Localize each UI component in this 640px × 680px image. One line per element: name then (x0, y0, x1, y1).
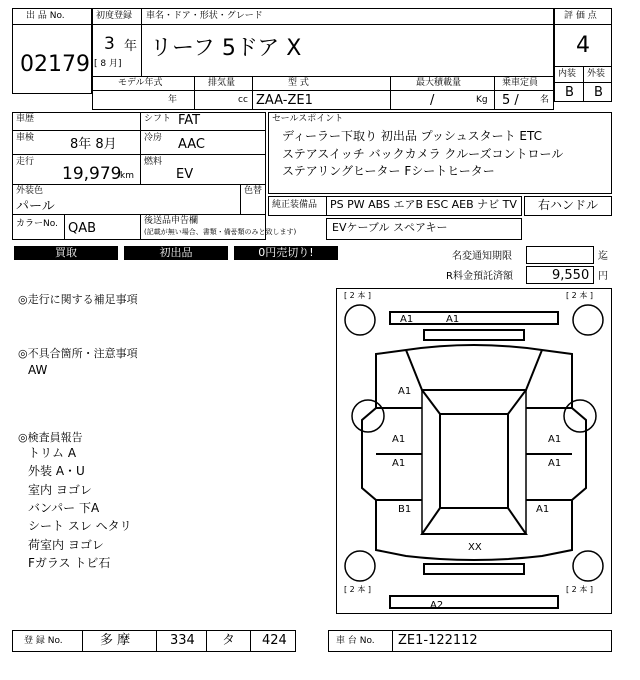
zero-yen-tag: 0円売切り! (234, 246, 338, 260)
tire-label-front-right: [ 2 本 ] (566, 291, 593, 300)
name-change-label: 名変通知期限 (452, 251, 512, 262)
driving-notes-label: ◎走行に関する補足事項 (18, 293, 138, 306)
shift-label: シフト (144, 114, 172, 124)
model-code: ZAA-ZE1 (256, 93, 313, 108)
model-year-unit: 年 (168, 95, 178, 105)
tire-label-front-left: [ 2 本 ] (344, 291, 371, 300)
lot-label: 出 品 No. (26, 11, 65, 21)
tire-label-rear-left: [ 2 本 ] (344, 585, 371, 594)
first-reg-month: [ 8 月] (94, 59, 122, 69)
ac-label: 冷房 (144, 133, 163, 143)
mark-rear-glass: XX (468, 542, 482, 553)
displacement-label: 排気量 (208, 78, 236, 88)
tire-rear-left-icon (345, 551, 375, 581)
recycle-label: R料金預託済額 (446, 271, 513, 282)
ac-value: AAC (178, 137, 205, 152)
aftermarket-note: (記載が無い場合、書類・備품類のみと致します) (144, 228, 297, 236)
color-no: QAB (68, 221, 97, 236)
displacement-unit: cc (238, 95, 248, 105)
windshield (422, 390, 526, 414)
car-damage-diagram (336, 288, 612, 614)
steering-value: 右ハンドル (538, 198, 599, 212)
car-name-label: 車名・ドア・形状・グレード (146, 11, 263, 21)
buy-tag: 買取 (14, 246, 118, 260)
tire-label-rear-right: [ 2 本 ] (566, 585, 593, 594)
chassis-label: 車 台 No. (336, 636, 375, 646)
mark-right-front-door: A1 (548, 434, 562, 445)
name-change-box (526, 246, 594, 264)
mark-rear-bumper: A2 (430, 600, 444, 611)
inspector-item-7: Fガラス トビ石 (28, 556, 111, 570)
equipment-value: PS PW ABS エアB ESC AEB ナビ TV (330, 198, 517, 211)
max-load-value: / (430, 93, 435, 108)
mileage-label: 走行 (16, 157, 35, 167)
registration-area: 多 摩 (100, 633, 131, 648)
history-label: 車歴 (16, 114, 35, 124)
rating-value: 4 (576, 33, 590, 58)
mark-left-rear-door: A1 (392, 458, 406, 469)
max-load-label: 最大積載量 (416, 78, 462, 88)
inspection-value: 8年 8月 (70, 137, 117, 152)
lot-number: 02179 (20, 52, 90, 77)
mark-hood: A1 (398, 386, 412, 397)
mileage-value: 19,979 (62, 164, 122, 184)
car-name: リーフ 5ドア X (150, 36, 302, 61)
first-listing-tag: 初出品 (124, 246, 228, 260)
defects-label: ◎不具合箇所・注意事項 (18, 347, 138, 360)
inspector-label: ◎検査員報告 (18, 431, 83, 444)
inspector-item-4: バンパー 下A (28, 501, 100, 515)
capacity-unit: 名 (540, 95, 550, 105)
max-load-unit: Kg (476, 95, 488, 105)
car-body (362, 345, 586, 560)
hood (406, 350, 542, 390)
roof (440, 414, 508, 508)
sales-points-label: セールスポイント (272, 114, 344, 124)
inspector-item-3: 室内 ヨゴレ (28, 483, 92, 497)
first-reg-label: 初度登録 (96, 11, 133, 21)
tire-front-left-icon (345, 305, 375, 335)
inspector-item-5: シート スレ ヘタリ (28, 519, 132, 533)
first-reg-year: 3 (104, 34, 115, 54)
mark-right-rear-door: A1 (548, 458, 562, 469)
capacity-label: 乗車定員 (502, 78, 539, 88)
rear-bumper (390, 596, 558, 608)
rear-tail (424, 564, 524, 574)
chassis-number: ZE1-122112 (398, 633, 478, 648)
capacity-value: 5 / (502, 93, 519, 108)
front-grille (424, 330, 524, 340)
fuel-label: 燃料 (144, 157, 163, 167)
extra-items: EVケーブル スペアキー (332, 221, 448, 234)
tire-rear-right-icon (573, 551, 603, 581)
mark-left-rear-fender: B1 (398, 504, 412, 515)
recycle-unit: 円 (598, 271, 608, 282)
fuel-value: EV (176, 167, 194, 182)
mark-front-bumper-left: A1 (400, 314, 414, 325)
first-reg-year-unit: 年 (124, 39, 138, 54)
registration-class: 334 (170, 633, 195, 648)
defects-value: AW (28, 363, 48, 377)
exterior-label: 外装 (587, 69, 606, 79)
name-change-suffix: 迄 (598, 251, 608, 262)
sales-point-line-3: ステアリングヒーター Fシートヒーター (282, 164, 495, 178)
rating-label: 評 価 点 (564, 11, 597, 21)
equipment-label: 純正装備品 (272, 200, 318, 210)
registration-number: 424 (262, 633, 287, 648)
exterior-grade: B (594, 85, 603, 100)
interior-grade: B (565, 85, 574, 100)
mark-left-front-door: A1 (392, 434, 406, 445)
registration-label: 登 録 No. (24, 636, 63, 646)
inspector-item-1: トリム A (28, 446, 77, 460)
aftermarket-label: 後送品申告欄 (144, 216, 199, 226)
sales-point-line-1: ディーラー下取り 初出品 プッシュスタート ETC (282, 129, 542, 143)
color-change-label: 色替 (244, 186, 263, 196)
sales-point-line-2: ステアスイッチ バックカメラ クルーズコントロール (282, 147, 564, 161)
model-year-label: モデル年式 (118, 78, 163, 88)
inspector-item-2: 外装 A・U (28, 464, 85, 478)
registration-kana: タ (222, 633, 236, 648)
shift-value: FAT (178, 113, 201, 128)
color-no-label: カラーNo. (16, 219, 58, 229)
mark-right-rear-fender: A1 (536, 504, 550, 515)
inspection-label: 車検 (16, 133, 35, 143)
interior-label: 内装 (558, 69, 577, 79)
inspector-item-6: 荷室内 ヨゴレ (28, 538, 104, 552)
exterior-color: パール (16, 199, 55, 214)
recycle-value: 9,550 (552, 268, 590, 283)
rear-glass (422, 508, 526, 534)
front-bumper (390, 312, 558, 324)
model-code-label: 型 式 (288, 78, 309, 88)
exterior-color-label: 外装色 (16, 186, 44, 196)
mileage-unit: km (120, 171, 134, 181)
mark-front-bumper-right: A1 (446, 314, 460, 325)
tire-front-right-icon (573, 305, 603, 335)
